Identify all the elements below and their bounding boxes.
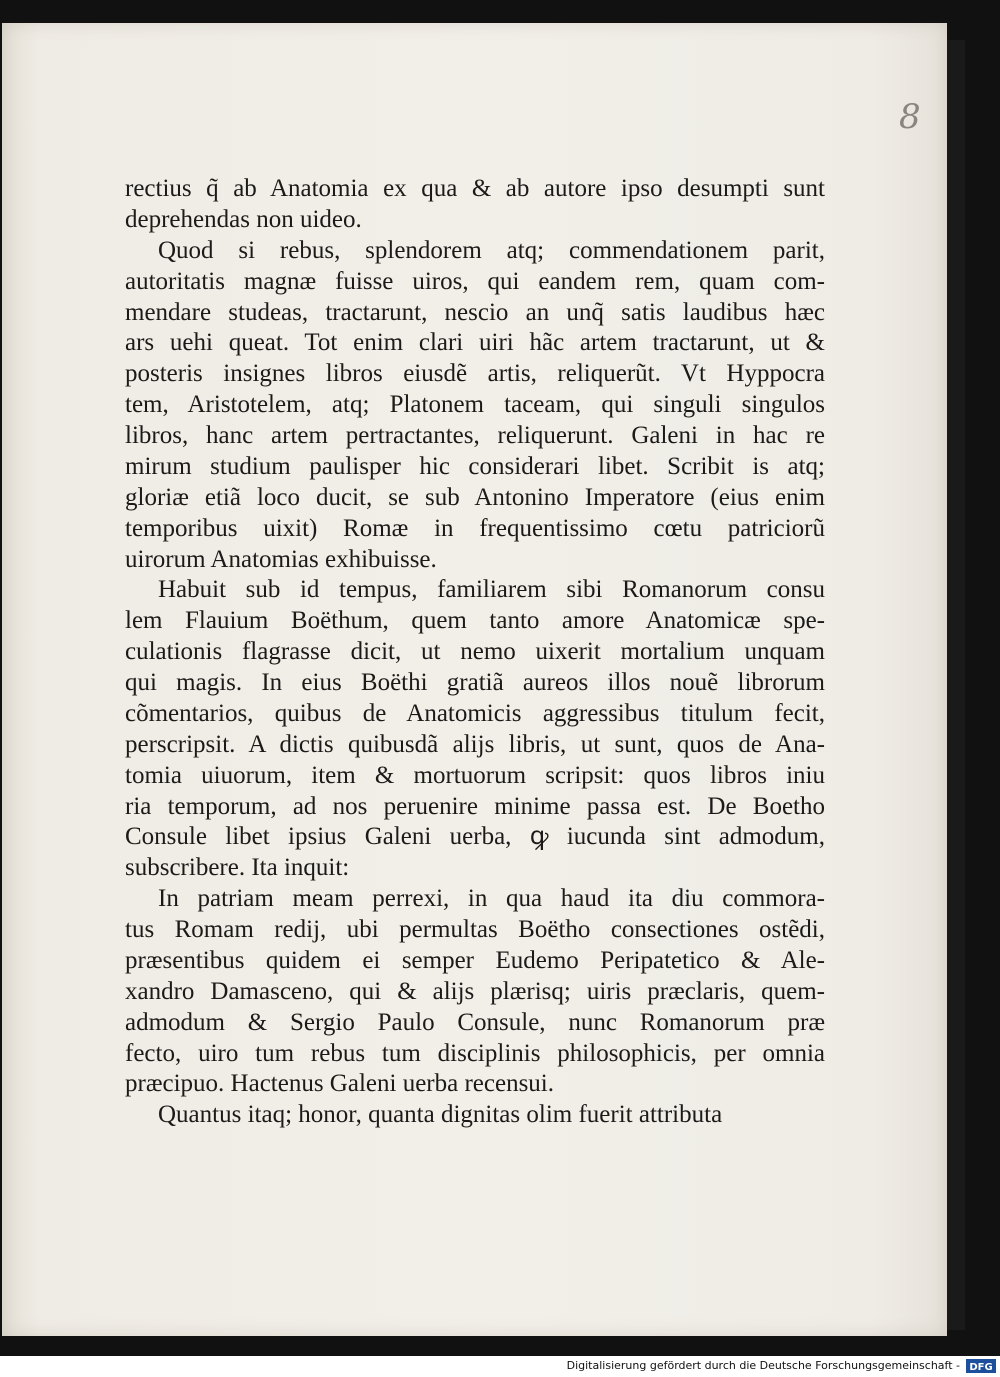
text-line: autoritatis magnæ fuisse uiros, qui eandem rem, quam com- — [125, 267, 825, 295]
text-block — [125, 174, 825, 1131]
footer-credit: Digitalisierung gefördert durch die Deutsche Forschungsgemeinschaft - — [566, 1359, 960, 1372]
text-line: cõmentarios, quibus de Anatomicis aggressibus titulum fecit, — [125, 699, 825, 727]
text-line: posteris insignes libros eiusdẽ artis, reliquerũt. Vt Hyppocra — [125, 360, 825, 388]
text-line: ars uehi queat. Tot enim clari uiri hãc artem tractarunt, ut & — [125, 329, 825, 357]
text-line: perscripsit. A dictis quibusdã alijs libris, ut sunt, quos de Ana- — [125, 730, 825, 758]
folio-number: 8 — [899, 97, 921, 137]
footer-bar — [0, 1356, 1000, 1377]
text-line: præcipuo. Hactenus Galeni uerba recensui. — [125, 1070, 555, 1098]
text-line: fecto, uiro tum rebus tum disciplinis philosophicis, per omnia — [125, 1039, 825, 1067]
text-line: Habuit sub id tempus, familiarem sibi Romanorum consu — [158, 576, 825, 604]
text-line: qui magis. In eius Boëthi gratiã aureos illos nouẽ librorum — [125, 669, 825, 696]
text-line: præsentibus quidem ei semper Eudemo Peripatetico & Ale- — [125, 946, 825, 974]
text-line: uirorum Anatomias exhibuisse. — [125, 545, 437, 573]
text-line: Quantus itaq; honor, quanta dignitas olim fuerit attributa — [158, 1101, 723, 1129]
text-line: deprehendas non uideo. — [125, 205, 362, 233]
dfg-logo-text: DFG — [969, 1362, 993, 1373]
text-line: gloriæ etiã loco ducit, se sub Antonino Imperatore (eius enim — [125, 483, 825, 511]
text-line: Consule libet ipsius Galeni uerba, ꝙ iucunda sint admodum, — [125, 823, 825, 851]
text-line: libros, hanc artem pertractantes, reliquerunt. Galeni in hac re — [125, 422, 825, 449]
text-line: rectius q̃ ab Anatomia ex qua & ab autore ipso desumpti sunt — [125, 175, 825, 202]
book-page — [2, 23, 947, 1336]
text-line: mirum studium paulisper hic considerari libet. Scribit is atq; — [125, 452, 825, 480]
text-line: culationis flagrasse dicit, ut nemo uixerit mortalium unquam — [125, 638, 825, 666]
text-line: tus Romam redij, ubi permultas Boëtho consectiones ostẽdi, — [125, 916, 825, 943]
text-line: tem, Aristotelem, atq; Platonem taceam, qui singuli singulos — [125, 391, 825, 419]
text-line: Quod si rebus, splendorem atq; commendationem parit, — [158, 236, 825, 264]
text-line: tomia uiuorum, item & mortuorum scripsit: quos libros iniu — [125, 761, 825, 789]
dfg-logo-icon — [966, 1359, 996, 1373]
text-line: In patriam meam perrexi, in qua haud ita diu commora- — [158, 885, 825, 913]
text-line: temporibus uixit) Romæ in frequentissimo cœtu patriciorũ — [125, 514, 825, 542]
text-line: admodum & Sergio Paulo Consule, nunc Romanorum præ — [125, 1008, 825, 1036]
text-line: xandro Damasceno, qui & alijs plærisq; uiris præclaris, quem- — [125, 977, 825, 1005]
text-line: lem Flauium Boëthum, quem tanto amore Anatomicæ spe- — [125, 607, 825, 635]
page-edge-shadow — [947, 40, 965, 1330]
text-line: ria temporum, ad nos peruenire minime passa est. De Boetho — [125, 792, 825, 820]
text-line: subscribere. Ita inquit: — [125, 854, 350, 882]
text-line: mendare studeas, tractarunt, nescio an unq̃ satis laudibus hæc — [125, 298, 825, 326]
